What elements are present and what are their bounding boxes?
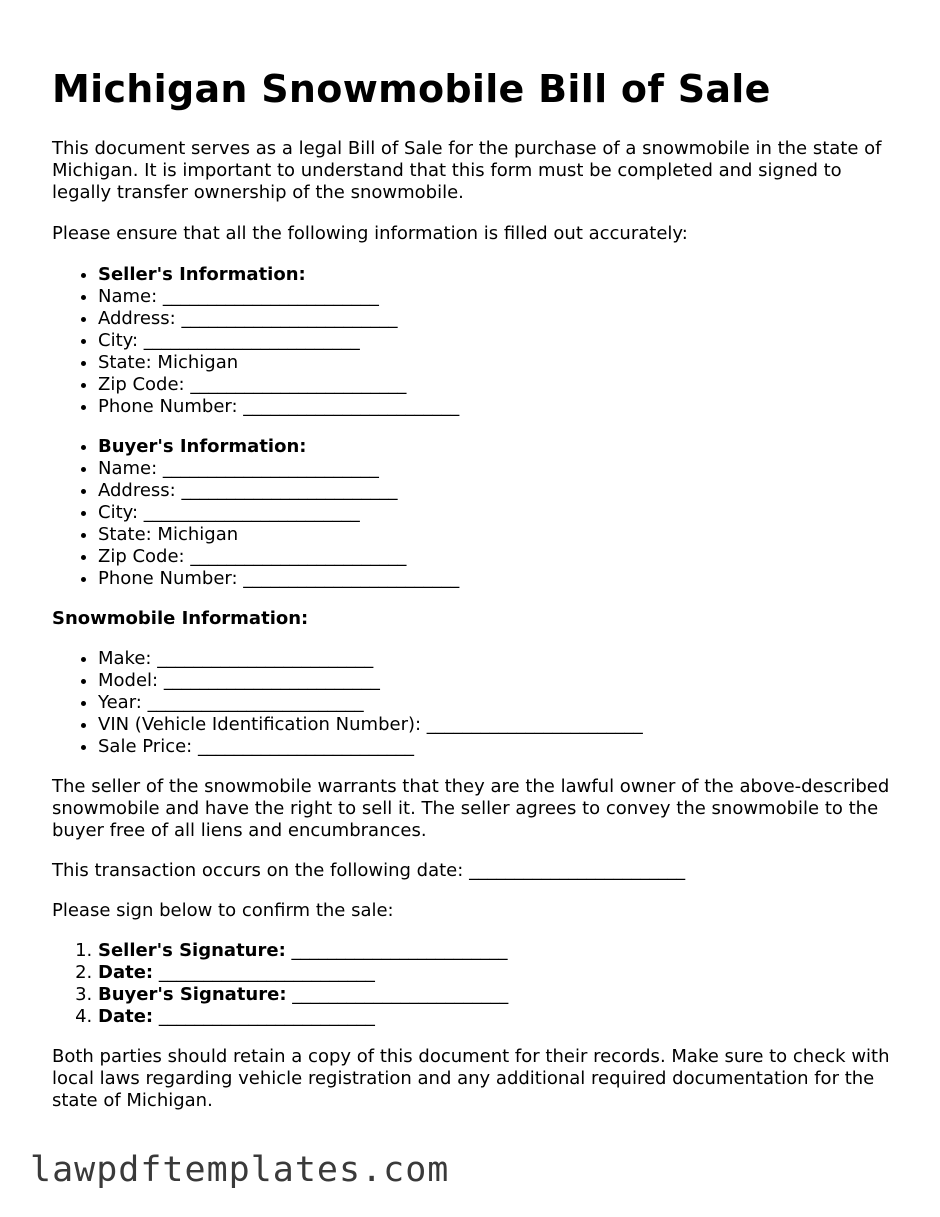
fill-line: ________________________ xyxy=(469,860,686,881)
year-field: • Year: ________________________ xyxy=(98,692,892,714)
fill-line: ________________________ xyxy=(181,480,398,501)
seller-state-field: • State: Michigan xyxy=(98,352,892,374)
buyer-phone-field: • Phone Number: ________________________ xyxy=(98,568,892,590)
buyer-zip-field: • Zip Code: ________________________ xyxy=(98,546,892,568)
site-watermark: lawpdftemplates.com xyxy=(30,1150,450,1190)
seller-signature-field: 1. Seller's Signature: ________________________ xyxy=(98,940,892,962)
fill-line: ________________________ xyxy=(158,1006,375,1027)
page-title: Michigan Snowmobile Bill of Sale xyxy=(52,67,771,111)
fill-line: ________________________ xyxy=(190,546,407,567)
model-field: • Model: ________________________ xyxy=(98,670,892,692)
buyer-city-field: • City: ________________________ xyxy=(98,502,892,524)
fill-line: ________________________ xyxy=(197,736,414,757)
fill-line: ________________________ xyxy=(143,330,360,351)
fill-line: ________________________ xyxy=(147,692,364,713)
seller-info-list xyxy=(52,264,892,418)
buyer-date-field: 4. Date: ________________________ xyxy=(98,1006,892,1028)
seller-name-field: • Name: ________________________ xyxy=(98,286,892,308)
snowmobile-heading: Snowmobile Information: xyxy=(52,608,309,629)
buyer-signature-field: 3. Buyer's Signature: ________________________ xyxy=(98,984,892,1006)
seller-phone-field: • Phone Number: ________________________ xyxy=(98,396,892,418)
fill-line: ________________________ xyxy=(163,670,380,691)
sign-instructions: Please sign below to confirm the sale: xyxy=(52,900,394,921)
seller-address-field: • Address: ________________________ xyxy=(98,308,892,330)
fill-line: ________________________ xyxy=(158,962,375,983)
fill-line: ________________________ xyxy=(181,308,398,329)
fill-line: ________________________ xyxy=(291,940,508,961)
seller-heading: • Seller's Information: xyxy=(98,264,892,286)
warranty-paragraph: The seller of the snowmobile warrants that they are the lawful owner of the above-described snowmobile and have the right to sell it. The seller agrees to convey the snowmobile to the buyer free of all liens and encumbrances. xyxy=(52,776,890,841)
sale-price-field: • Sale Price: ________________________ xyxy=(98,736,892,758)
buyer-name-field: • Name: ________________________ xyxy=(98,458,892,480)
buyer-info-list xyxy=(52,436,892,590)
fill-line: ________________________ xyxy=(190,374,407,395)
fill-line: ________________________ xyxy=(292,984,509,1005)
seller-date-field: 2. Date: ________________________ xyxy=(98,962,892,984)
fill-line: ________________________ xyxy=(157,648,374,669)
seller-city-field: • City: ________________________ xyxy=(98,330,892,352)
document-page xyxy=(52,0,892,1112)
transaction-date-line: This transaction occurs on the following date: ________________________ xyxy=(52,860,686,881)
fill-line: ________________________ xyxy=(143,502,360,523)
fill-line: ________________________ xyxy=(243,396,460,417)
snowmobile-info-list xyxy=(52,648,892,758)
buyer-address-field: • Address: ________________________ xyxy=(98,480,892,502)
instructions-paragraph: Please ensure that all the following information is filled out accurately: xyxy=(52,223,688,244)
fill-line: ________________________ xyxy=(162,458,379,479)
signature-list xyxy=(52,940,892,1028)
fill-line: ________________________ xyxy=(243,568,460,589)
fill-line: ________________________ xyxy=(162,286,379,307)
buyer-state-field: • State: Michigan xyxy=(98,524,892,546)
fill-line: ________________________ xyxy=(426,714,643,735)
intro-paragraph: This document serves as a legal Bill of Sale for the purchase of a snowmobile in the state of Michigan. It is important to understand that this form must be completed and signed to legally transfer ownership of the snowmobile. xyxy=(52,138,882,203)
seller-zip-field: • Zip Code: ________________________ xyxy=(98,374,892,396)
closing-paragraph: Both parties should retain a copy of this document for their records. Make sure to check with local laws regarding vehicle registration and any additional required documentation for the state of Michigan. xyxy=(52,1046,890,1111)
make-field: • Make: ________________________ xyxy=(98,648,892,670)
buyer-heading: • Buyer's Information: xyxy=(98,436,892,458)
vin-field: • VIN (Vehicle Identification Number): ________________________ xyxy=(98,714,892,736)
